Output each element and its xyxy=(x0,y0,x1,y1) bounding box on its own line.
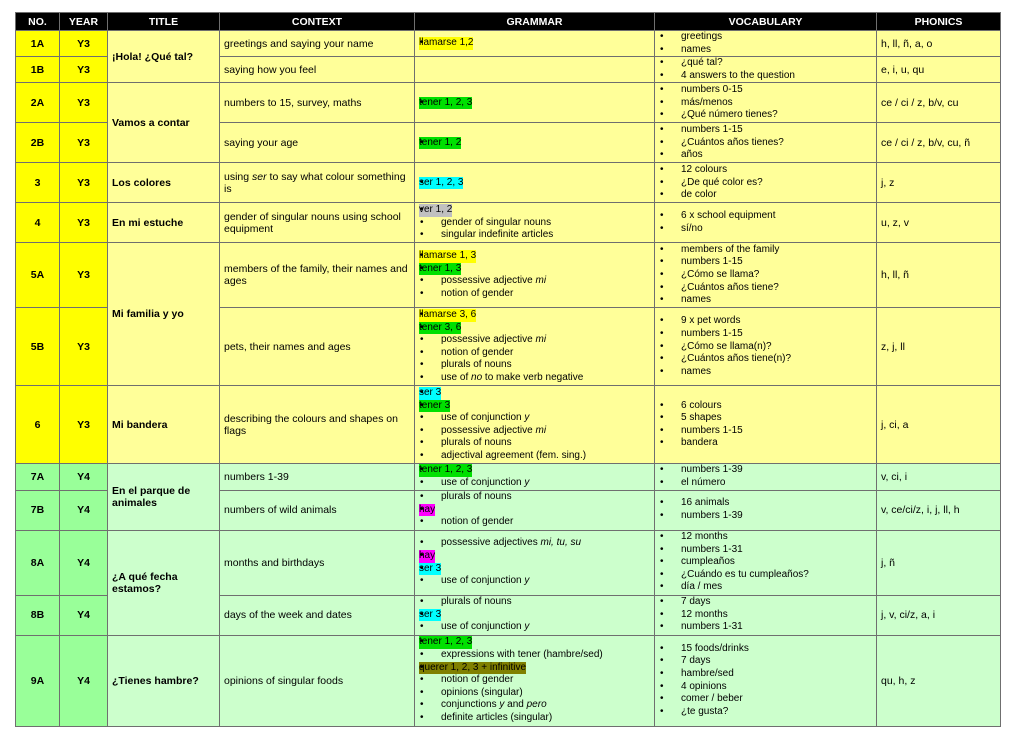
header-no: NO. xyxy=(16,13,60,31)
grammar-item: • plurals of nouns xyxy=(419,437,650,450)
grammar-item xyxy=(419,412,650,425)
grammar-emphasis: y xyxy=(524,621,530,633)
vocab-item: • ¿Cuántos años tiene(n)? xyxy=(659,353,872,366)
vocab-item: • 5 shapes xyxy=(659,412,872,425)
vocab-item: • numbers 0-15 xyxy=(659,84,872,97)
vocab-item: • numbers 1-15 xyxy=(659,124,872,137)
grammar-item: • ser 3 xyxy=(419,563,441,576)
unit-grammar xyxy=(415,595,655,635)
unit-context: numbers to 15, survey, maths xyxy=(220,83,415,123)
unit-context: months and birthdays xyxy=(220,530,415,595)
grammar-emphasis: mi xyxy=(535,424,547,436)
grammar-item xyxy=(419,477,650,490)
vocab-item: • numbers 1-15 xyxy=(659,256,872,269)
grammar-item xyxy=(419,699,650,712)
unit-phonics: qu, h, z xyxy=(877,635,1001,726)
table-row xyxy=(16,83,1001,123)
vocab-item: • ¿De qué color es? xyxy=(659,177,872,190)
table-row xyxy=(16,31,1001,57)
vocab-item: • ¿Cuántos años tiene? xyxy=(659,282,872,295)
vocab-item: • más/menos xyxy=(659,97,872,110)
unit-vocabulary xyxy=(655,163,877,203)
unit-number: 5B xyxy=(16,308,60,386)
unit-year: Y3 xyxy=(60,308,108,386)
grammar-item: • plurals of nouns xyxy=(419,359,650,372)
unit-year: Y3 xyxy=(60,243,108,308)
unit-number: 7B xyxy=(16,490,60,530)
unit-vocabulary xyxy=(655,123,877,163)
vocab-item: • names xyxy=(659,294,872,307)
vocab-item: • cumpleaños xyxy=(659,556,872,569)
unit-number: 8B xyxy=(16,595,60,635)
grammar-text: use of conjunction xyxy=(441,575,525,587)
grammar-item: • ver 1, 2 xyxy=(419,204,452,217)
unit-number: 2A xyxy=(16,83,60,123)
unit-phonics: ce / ci / z, b/v, cu xyxy=(877,83,1001,123)
grammar-item: • gender of singular nouns xyxy=(419,217,650,230)
unit-context: gender of singular nouns using school equipment xyxy=(220,203,415,243)
vocab-item: • numbers 1-31 xyxy=(659,544,872,557)
context-text: to say what colour something is xyxy=(224,170,406,195)
grammar-item: • tener 3 xyxy=(419,400,450,413)
vocab-item: • ¿Qué número tienes? xyxy=(659,109,872,122)
unit-title: Mi familia y yo xyxy=(108,243,220,386)
grammar-item xyxy=(419,537,650,550)
unit-context: greetings and saying your name xyxy=(220,31,415,57)
grammar-item: • notion of gender xyxy=(419,674,650,687)
unit-phonics: j, z xyxy=(877,163,1001,203)
unit-title: Mi bandera xyxy=(108,386,220,464)
header-grammar: GRAMMAR xyxy=(415,13,655,31)
grammar-emphasis: y xyxy=(524,476,530,488)
grammar-emphasis: mi xyxy=(535,275,547,287)
unit-year: Y4 xyxy=(60,595,108,635)
unit-phonics: j, v, ci/z, a, i xyxy=(877,595,1001,635)
grammar-item: • plurals of nouns xyxy=(419,596,650,609)
unit-vocabulary xyxy=(655,31,877,57)
unit-vocabulary xyxy=(655,595,877,635)
unit-number: 4 xyxy=(16,203,60,243)
grammar-item xyxy=(419,575,650,588)
grammar-item: • hay xyxy=(419,550,435,563)
grammar-item: • notion of gender xyxy=(419,516,650,529)
vocab-item: • 16 animals xyxy=(659,497,872,510)
unit-grammar xyxy=(415,308,655,386)
unit-number: 2B xyxy=(16,123,60,163)
grammar-item: • ser 1, 2, 3 xyxy=(419,177,463,190)
header-row xyxy=(16,13,1001,31)
grammar-item: • tener 1, 2, 3 xyxy=(419,636,472,649)
unit-vocabulary xyxy=(655,530,877,595)
vocab-item: • 12 months xyxy=(659,531,872,544)
vocab-item: • el número xyxy=(659,477,872,490)
header-context: CONTEXT xyxy=(220,13,415,31)
grammar-item xyxy=(419,334,650,347)
grammar-emphasis: mi xyxy=(535,334,547,346)
unit-grammar xyxy=(415,163,655,203)
grammar-text: possessive adjective xyxy=(441,424,536,436)
unit-year: Y4 xyxy=(60,530,108,595)
unit-grammar xyxy=(415,464,655,490)
vocab-item: • 12 colours xyxy=(659,164,872,177)
vocab-item: • names xyxy=(659,44,872,57)
unit-number: 6 xyxy=(16,386,60,464)
table-row xyxy=(16,464,1001,490)
table-row xyxy=(16,163,1001,203)
unit-number: 9A xyxy=(16,635,60,726)
grammar-text: possessive adjective xyxy=(441,334,536,346)
unit-number: 1B xyxy=(16,57,60,83)
unit-context: members of the family, their names and ages xyxy=(220,243,415,308)
grammar-item: • hay xyxy=(419,504,435,517)
grammar-item: • llamarse 3, 6 xyxy=(419,309,476,322)
vocab-item: • ¿Cuántos años tienes? xyxy=(659,137,872,150)
unit-vocabulary xyxy=(655,57,877,83)
vocab-item: • numbers 1-39 xyxy=(659,464,872,477)
table-row xyxy=(16,530,1001,595)
unit-number: 1A xyxy=(16,31,60,57)
unit-title: En el parque de animales xyxy=(108,464,220,530)
context-text: using xyxy=(224,170,253,183)
vocab-item: • numbers 1-39 xyxy=(659,510,872,523)
grammar-text: to make verb negative xyxy=(482,372,584,384)
vocab-item: • ¿qué tal? xyxy=(659,57,872,70)
unit-grammar xyxy=(415,57,655,83)
grammar-text: possessive adjective xyxy=(441,275,536,287)
vocab-item: • día / mes xyxy=(659,581,872,594)
unit-phonics: e, i, u, qu xyxy=(877,57,1001,83)
grammar-item: • plurals of nouns xyxy=(419,491,650,504)
table-row xyxy=(16,386,1001,464)
unit-title: En mi estuche xyxy=(108,203,220,243)
unit-grammar xyxy=(415,530,655,595)
unit-title: ¿A qué fecha estamos? xyxy=(108,530,220,635)
unit-context: days of the week and dates xyxy=(220,595,415,635)
vocab-item: • 7 days xyxy=(659,596,872,609)
vocab-item: • numbers 1-31 xyxy=(659,621,872,634)
vocab-item: • 4 answers to the question xyxy=(659,70,872,83)
grammar-item: • tener 3, 6 xyxy=(419,322,461,335)
table-row xyxy=(16,635,1001,726)
grammar-emphasis: y xyxy=(524,575,530,587)
grammar-item: • ser 3 xyxy=(419,609,441,622)
unit-year: Y4 xyxy=(60,635,108,726)
grammar-item: • singular indefinite articles xyxy=(419,229,650,242)
unit-year: Y4 xyxy=(60,490,108,530)
unit-grammar xyxy=(415,243,655,308)
grammar-item: • notion of gender xyxy=(419,288,650,301)
grammar-item: • llamarse 1, 3 xyxy=(419,250,476,263)
vocab-item: • 7 days xyxy=(659,655,872,668)
grammar-text: use of conjunction xyxy=(441,476,525,488)
unit-phonics: j, ci, a xyxy=(877,386,1001,464)
grammar-text: conjunctions xyxy=(441,699,500,711)
vocab-item: • 6 colours xyxy=(659,400,872,413)
grammar-item xyxy=(419,275,650,288)
unit-vocabulary xyxy=(655,464,877,490)
vocab-item: • ¿te gusta? xyxy=(659,706,872,719)
grammar-item: • tener 1, 2, 3 xyxy=(419,97,472,110)
grammar-item: • tener 1, 2 xyxy=(419,137,461,150)
grammar-item: • expressions with tener (hambre/sed) xyxy=(419,649,650,662)
grammar-emphasis: pero xyxy=(526,699,547,711)
grammar-emphasis: y xyxy=(524,412,530,424)
unit-phonics: v, ce/ci/z, i, j, ll, h xyxy=(877,490,1001,530)
unit-context: saying your age xyxy=(220,123,415,163)
unit-phonics: v, ci, i xyxy=(877,464,1001,490)
unit-context: opinions of singular foods xyxy=(220,635,415,726)
vocab-item: • greetings xyxy=(659,31,872,44)
vocab-item: • ¿Cómo se llama? xyxy=(659,269,872,282)
unit-context xyxy=(220,163,415,203)
unit-year: Y3 xyxy=(60,203,108,243)
grammar-item xyxy=(419,425,650,438)
unit-grammar xyxy=(415,123,655,163)
vocab-item: • comer / beber xyxy=(659,693,872,706)
unit-year: Y3 xyxy=(60,386,108,464)
context-emphasis: ser xyxy=(252,170,267,183)
grammar-item: • querer 1, 2, 3 + infinitive xyxy=(419,662,526,675)
unit-number: 5A xyxy=(16,243,60,308)
vocab-item: • 6 x school equipment xyxy=(659,210,872,223)
vocab-item: • sí/no xyxy=(659,223,872,236)
grammar-item: • tener 1, 2, 3 xyxy=(419,464,472,477)
vocab-item: • 15 foods/drinks xyxy=(659,643,872,656)
unit-phonics: h, ll, ñ xyxy=(877,243,1001,308)
table-row xyxy=(16,243,1001,308)
grammar-text: use of xyxy=(441,372,472,384)
vocab-item: • de color xyxy=(659,189,872,202)
unit-vocabulary xyxy=(655,308,877,386)
vocab-item: • 4 opinions xyxy=(659,681,872,694)
unit-vocabulary xyxy=(655,635,877,726)
grammar-item: • tener 1, 3 xyxy=(419,263,461,276)
unit-title: ¡Hola! ¿Qué tal? xyxy=(108,31,220,83)
grammar-text: use of conjunction xyxy=(441,621,525,633)
unit-grammar xyxy=(415,386,655,464)
header-phonics: PHONICS xyxy=(877,13,1001,31)
unit-vocabulary xyxy=(655,83,877,123)
grammar-text: use of conjunction xyxy=(441,412,525,424)
grammar-item xyxy=(419,372,650,385)
grammar-item: • adjectival agreement (fem. sing.) xyxy=(419,450,650,463)
vocab-item: • numbers 1-15 xyxy=(659,425,872,438)
grammar-item: • llamarse 1,2 xyxy=(419,37,473,50)
unit-year: Y3 xyxy=(60,31,108,57)
unit-phonics: ce / ci / z, b/v, cu, ñ xyxy=(877,123,1001,163)
grammar-emphasis: y xyxy=(499,699,505,711)
unit-number: 7A xyxy=(16,464,60,490)
grammar-item: • opinions (singular) xyxy=(419,687,650,700)
unit-number: 3 xyxy=(16,163,60,203)
vocab-item: • ¿Cómo se llama(n)? xyxy=(659,341,872,354)
vocab-item: • bandera xyxy=(659,437,872,450)
unit-phonics: z, j, ll xyxy=(877,308,1001,386)
unit-context: describing the colours and shapes on flags xyxy=(220,386,415,464)
unit-context: pets, their names and ages xyxy=(220,308,415,386)
unit-phonics: u, z, v xyxy=(877,203,1001,243)
vocab-item: • members of the family xyxy=(659,244,872,257)
unit-number: 8A xyxy=(16,530,60,595)
grammar-text: possessive adjectives xyxy=(441,537,541,549)
unit-grammar xyxy=(415,83,655,123)
grammar-emphasis: no xyxy=(471,372,483,384)
grammar-item: • definite articles (singular) xyxy=(419,712,650,725)
grammar-text: and xyxy=(504,699,527,711)
unit-context: saying how you feel xyxy=(220,57,415,83)
header-title: TITLE xyxy=(108,13,220,31)
header-vocabulary: VOCABULARY xyxy=(655,13,877,31)
vocab-item: • 12 months xyxy=(659,609,872,622)
vocab-item: • numbers 1-15 xyxy=(659,328,872,341)
curriculum-table xyxy=(15,12,1001,727)
vocab-item: • names xyxy=(659,366,872,379)
grammar-item: • notion of gender xyxy=(419,347,650,360)
unit-grammar xyxy=(415,490,655,530)
grammar-emphasis: mi, tu, su xyxy=(540,537,582,549)
unit-year: Y3 xyxy=(60,163,108,203)
unit-context: numbers 1-39 xyxy=(220,464,415,490)
unit-year: Y3 xyxy=(60,123,108,163)
unit-title: Vamos a contar xyxy=(108,83,220,163)
unit-year: Y3 xyxy=(60,83,108,123)
grammar-item xyxy=(419,621,650,634)
unit-vocabulary xyxy=(655,490,877,530)
vocab-item: • años xyxy=(659,149,872,162)
unit-grammar xyxy=(415,203,655,243)
unit-vocabulary xyxy=(655,203,877,243)
table-row xyxy=(16,203,1001,243)
unit-title: ¿Tienes hambre? xyxy=(108,635,220,726)
unit-phonics: h, ll, ñ, a, o xyxy=(877,31,1001,57)
unit-title: Los colores xyxy=(108,163,220,203)
unit-year: Y4 xyxy=(60,464,108,490)
unit-vocabulary xyxy=(655,243,877,308)
unit-context: numbers of wild animals xyxy=(220,490,415,530)
header-year: YEAR xyxy=(60,13,108,31)
unit-phonics: j, ñ xyxy=(877,530,1001,595)
vocab-item: • 9 x pet words xyxy=(659,315,872,328)
unit-vocabulary xyxy=(655,386,877,464)
unit-grammar xyxy=(415,635,655,726)
vocab-item: • hambre/sed xyxy=(659,668,872,681)
grammar-item: • ser 3 xyxy=(419,387,441,400)
vocab-item: • ¿Cuándo es tu cumpleaños? xyxy=(659,569,872,582)
unit-grammar xyxy=(415,31,655,57)
unit-year: Y3 xyxy=(60,57,108,83)
